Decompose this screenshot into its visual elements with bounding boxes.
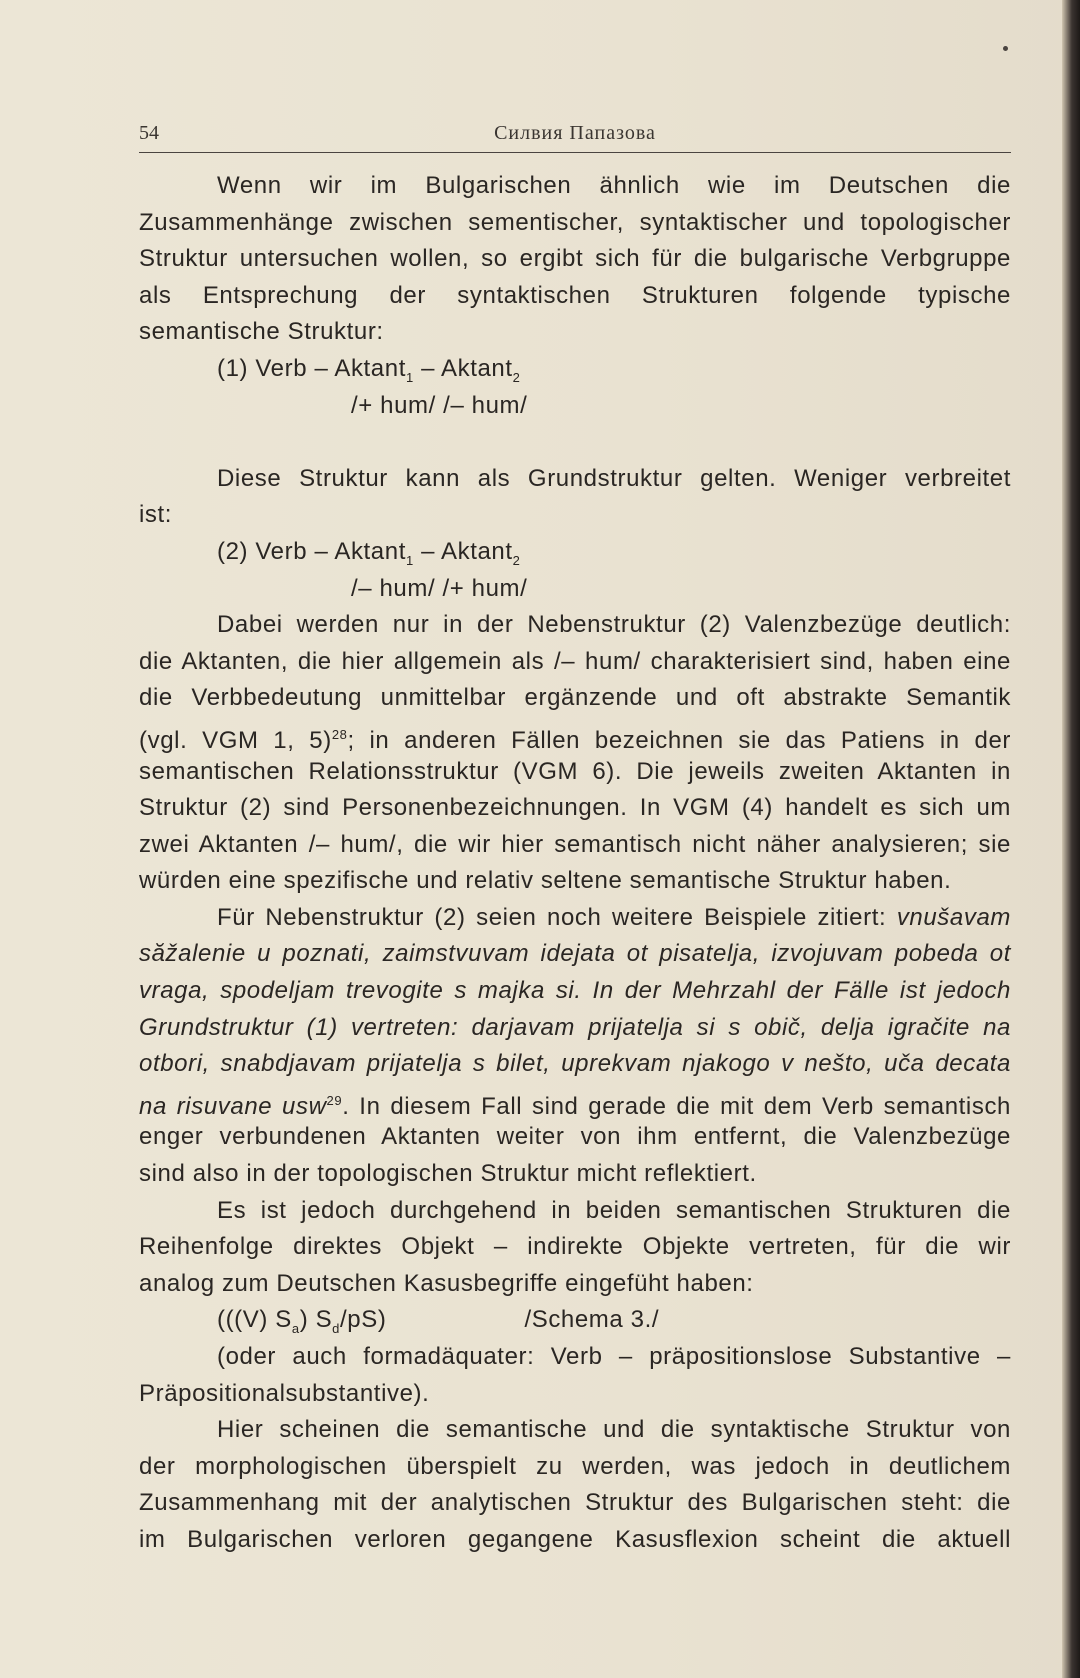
schema-label: /Schema 3./ (524, 1306, 660, 1334)
subscript: d (332, 1321, 341, 1337)
formula-text: – Aktant (413, 354, 513, 382)
example-line: vraga, spodeljam trevogite s majka si. In der Mehrzahl der Fälle ist jedoch (139, 977, 1011, 1005)
text-line: Hier scheinen die semantische und die syntaktische Struktur von (217, 1416, 1011, 1444)
text-line: Es ist jedoch durchgehend in beiden semantischen Strukturen die (217, 1196, 1011, 1224)
schema-part: (((V) S (217, 1306, 292, 1334)
example-italic: na risuvane usw (139, 1092, 327, 1120)
text-line (139, 1083, 1011, 1120)
subscript: a (291, 1321, 300, 1337)
example-line: săžalenie u poznati, zaimstvuvam idejata ot pisatelja, izvojuvam pobeda ot (139, 940, 1011, 968)
text-line: im Bulgarischen verloren gegangene Kasusflexion scheint die aktuell (139, 1525, 1011, 1553)
text-line: sind also in der topologischen Struktur micht reflektiert. (139, 1160, 757, 1188)
running-header (139, 122, 1011, 152)
text-line: Wenn wir im Bulgarischen ähnlich wie im Deutschen die (217, 172, 1011, 199)
subscript: 2 (512, 552, 521, 568)
text-line: Präpositionalsubstantive). (139, 1379, 430, 1407)
text-line: Struktur untersuchen wollen, so ergibt sich für die bulgarische Verbgruppe (139, 245, 1011, 273)
spacer (139, 424, 1011, 461)
formula-text: (2) Verb – Aktant (217, 537, 406, 565)
text-line: enger verbundenen Aktanten weiter von ihm entfernt, die Valenzbezüge (139, 1123, 1011, 1151)
text-line: semantischen Relationsstruktur (VGM 6). Die jeweils zweiten Aktanten in (139, 757, 1011, 785)
formula-1-features: /+ hum/ /– hum/ (351, 391, 528, 419)
footnote-ref-29: 29 (326, 1092, 343, 1108)
example-line: otbori, snabdjavam prijatelja s bilet, uprekvam njakogo v nešto, uča decata (139, 1050, 1011, 1078)
formula-text: – Aktant (413, 537, 513, 565)
book-spine-edge (1062, 0, 1080, 1678)
text-line: ist: (139, 501, 173, 529)
text-line: zwei Aktanten /– hum/, die wir hier semantisch nicht näher analysieren; sie (139, 830, 1011, 858)
text-line: die Aktanten, die hier allgemein als /– hum/ charakterisiert sind, haben eine (139, 647, 1011, 675)
text-span: Für Nebenstruktur (2) seien noch weitere Beispiele zitiert: (217, 903, 897, 931)
schema-part: ) S (299, 1306, 333, 1334)
text-span: . In diesem Fall sind gerade die mit dem Verb semantisch (342, 1092, 1011, 1120)
subscript: 1 (405, 369, 414, 385)
text-line: Zusammenhänge zwischen sementischer, syntaktischer und topologischer (139, 208, 1011, 236)
text-line: Diese Struktur kann als Grundstruktur gelten. Weniger verbreitet (217, 464, 1011, 492)
formula-1-line (139, 351, 1011, 388)
example-italic: vnušavam (896, 903, 1011, 931)
text-line: Dabei werden nur in der Nebenstruktur (2) Valenzbezüge deutlich: (217, 611, 1011, 639)
text-line: Struktur (2) sind Personenbezeichnungen. In VGM (4) handelt es sich um (139, 794, 1011, 822)
text-line (139, 717, 1011, 754)
header-rule (139, 152, 1011, 153)
text-line: analog zum Deutschen Kasusbegriffe eingefüht haben: (139, 1269, 754, 1297)
text-line (139, 900, 1011, 937)
text-line: (oder auch formadäquater: Verb – präpositionslose Substantive – (217, 1343, 1011, 1370)
text-line: würden eine spezifische und relativ seltene semantische Struktur haben. (139, 867, 952, 895)
schema-line (139, 1302, 1011, 1339)
footnote-ref-28: 28 (331, 726, 348, 742)
running-title: Силвия Папазова (494, 122, 656, 144)
formula-text: (1) Verb – Aktant (217, 354, 406, 382)
subscript: 2 (512, 369, 521, 385)
formula-2-features: /– hum/ /+ hum/ (351, 574, 528, 602)
body-text (139, 168, 1011, 1559)
text-line: der morphologischen überspielt zu werden, was jedoch in deutlichem (139, 1452, 1011, 1480)
text-line: semantische Struktur: (139, 318, 384, 346)
subscript: 1 (405, 552, 414, 568)
example-line: Grundstruktur (1) vertreten: darjavam prijatelja si s obič, delja igračite na (139, 1013, 1011, 1041)
text-line: Zusammenhang mit der analytischen Struktur des Bulgarischen steht: die (139, 1489, 1011, 1517)
text-line: Reihenfolge direktes Objekt – indirekte Objekte vertreten, für die wir (139, 1233, 1011, 1261)
schema-part: /pS) (340, 1306, 387, 1334)
formula-2-line (139, 534, 1011, 571)
page-number: 54 (139, 122, 159, 144)
text-line: die Verbbedeutung unmittelbar ergänzende und oft abstrakte Semantik (139, 684, 1011, 712)
text-span: ; in anderen Fällen bezeichnen sie das Patiens in der (347, 726, 1011, 754)
text-line: als Entsprechung der syntaktischen Strukturen folgende typische (139, 281, 1011, 309)
text-span: (vgl. VGM 1, 5) (139, 726, 332, 754)
ink-speck (1003, 46, 1008, 51)
